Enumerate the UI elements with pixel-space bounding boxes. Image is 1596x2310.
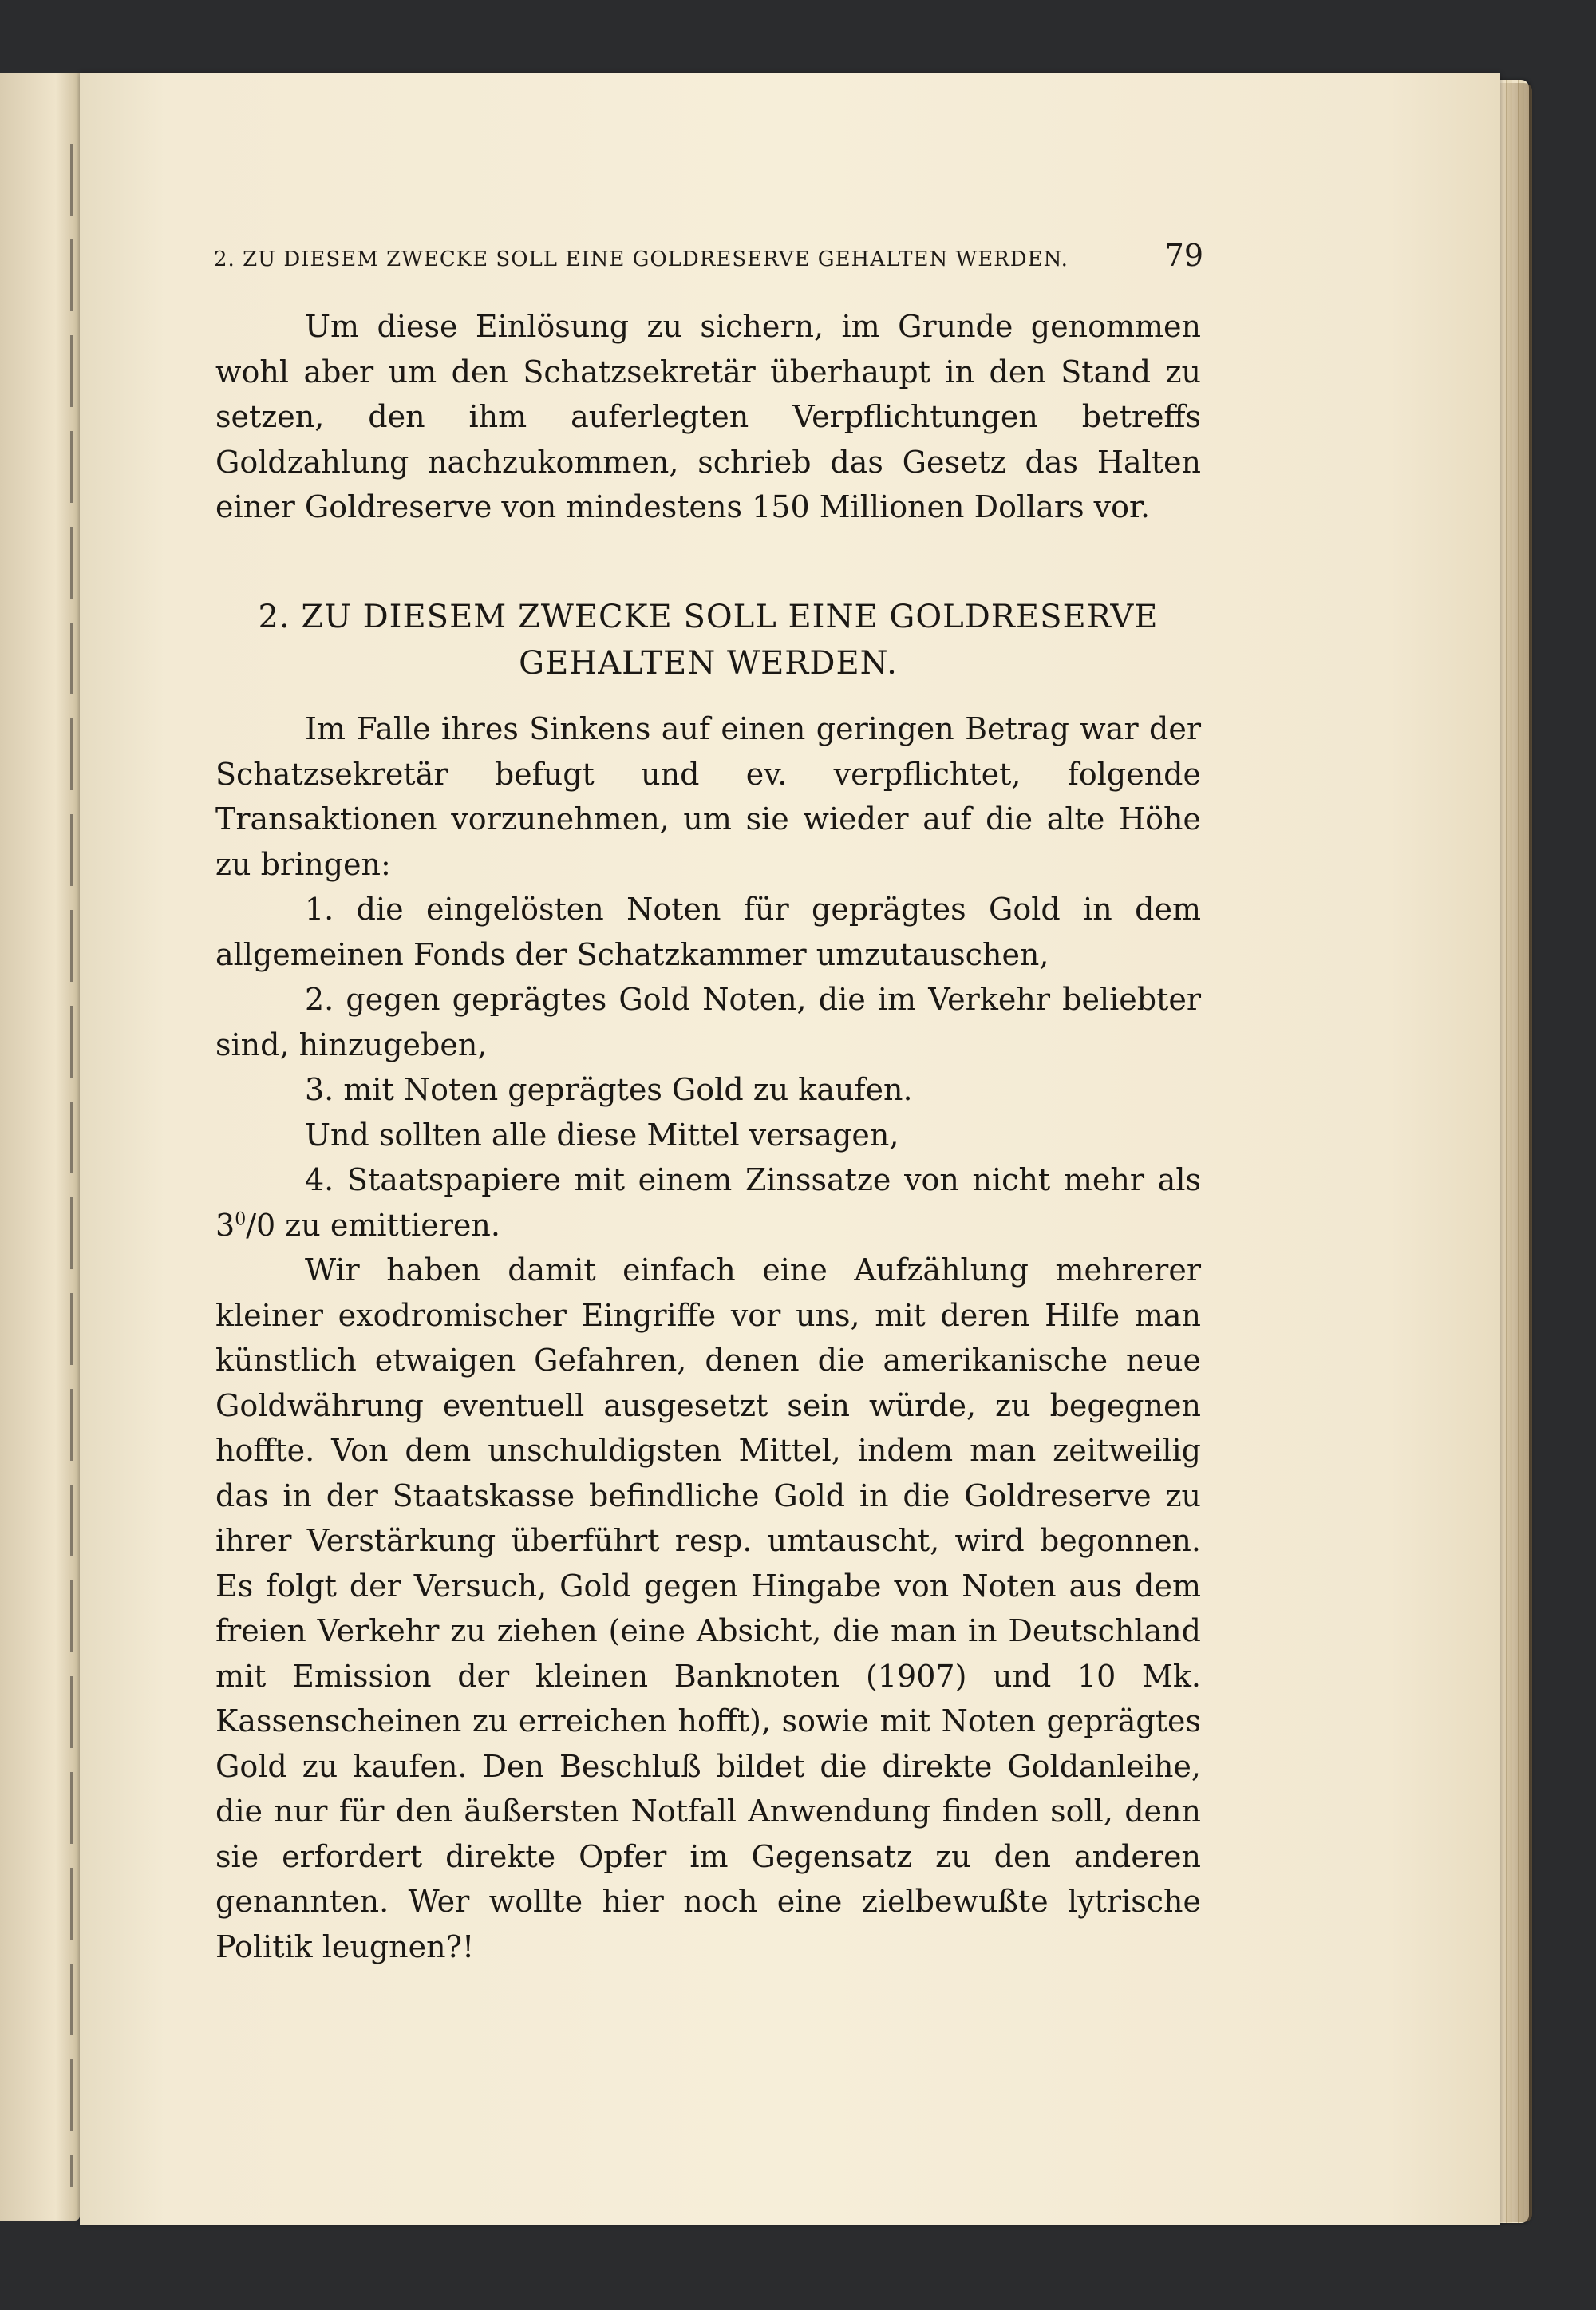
- list-item-2: 2. gegen geprägtes Gold Noten, die im Verkehr beliebter sind, hinzugeben,: [215, 982, 1201, 1062]
- section-paragraph-2: Wir haben damit einfach eine Aufzählung mehrerer kleiner exodromischer Eingriffe vor uns, mit deren Hilfe man künstlich etwaigen Gefahren, denen die amerikanische neue Goldwährung eventuell ausgesetzt sein würde, zu begegnen hoffte. Von dem unschuldigsten Mittel, indem man zeitweilig das in der Staatskasse befindliche Gold in die Goldreserve zu ihrer Verstärkung überführt resp. umtauscht, wird begonnen. Es folgt der Versuch, Gold gegen Hingabe von Noten aus dem freien Verkehr zu ziehen (eine Absicht, die man in Deutschland mit Emission der kleinen Banknoten (1907) und 10 Mk. Kassenscheinen zu erreichen hofft), sowie mit Noten geprägtes Gold zu kaufen. Den Beschluß bildet die direkte Goldanleihe, die nur für den äußersten Notfall Anwendung finden soll, denn sie erfordert direkte Opfer im Gegensatz zu den anderen genannten. Wer wollte hier noch eine zielbewußte lytrische Politik leugnen?!: [215, 1252, 1201, 1964]
- list-item-1: 1. die eingelösten Noten für geprägtes Gold in dem allgemeinen Fonds der Schatzkammer umzutauschen,: [215, 892, 1201, 972]
- percent-sub: 0: [256, 1207, 276, 1243]
- running-title: 2. ZU DIESEM ZWECKE SOLL EINE GOLDRESERVE GEHALTEN WERDEN.: [214, 247, 1069, 271]
- section-heading: [215, 594, 1201, 686]
- running-header: [214, 238, 1203, 278]
- list-item-4: [215, 1157, 1201, 1248]
- list-item-4-start: 4. Staatspapiere mit einem Zinssatze von nicht mehr als 3: [215, 1162, 1201, 1243]
- intro-paragraph: Um diese Einlösung zu sichern, im Grunde genommen wohl aber um den Schatzsekretär überhaupt in den Stand zu setzen, den ihm auferlegten Verpflichtungen betreffs Goldzahlung nachzukommen, schrieb das Gesetz das Halten einer Goldreserve von mindestens 150 Millionen Dollars vor.: [215, 309, 1201, 524]
- section-heading-line-2: GEHALTEN WERDEN.: [519, 645, 898, 682]
- section-heading-line-1: 2. ZU DIESEM ZWECKE SOLL EINE GOLDRESERVE: [258, 599, 1159, 635]
- section-body: [215, 706, 1201, 1969]
- page-number: 79: [1164, 238, 1203, 273]
- section-paragraph-1: Im Falle ihres Sinkens auf einen geringen Betrag war der Schatzsekretär befugt und ev. verpflichtet, folgende Transaktionen vorzunehmen, um sie wieder auf die alte Höhe zu bringen:: [215, 711, 1201, 882]
- page-edge-shadow: [1500, 83, 1532, 2222]
- book-gutter: [70, 144, 73, 2187]
- percent-slash: /: [246, 1207, 256, 1243]
- transition-line: Und sollten alle diese Mittel versagen,: [305, 1117, 899, 1153]
- intro-block: [215, 304, 1201, 530]
- facing-page-edge: [0, 73, 80, 2221]
- list-item-3: 3. mit Noten geprägtes Gold zu kaufen.: [305, 1072, 913, 1107]
- list-item-4-end: zu emittieren.: [275, 1207, 500, 1243]
- percent-sup: 0: [235, 1208, 247, 1229]
